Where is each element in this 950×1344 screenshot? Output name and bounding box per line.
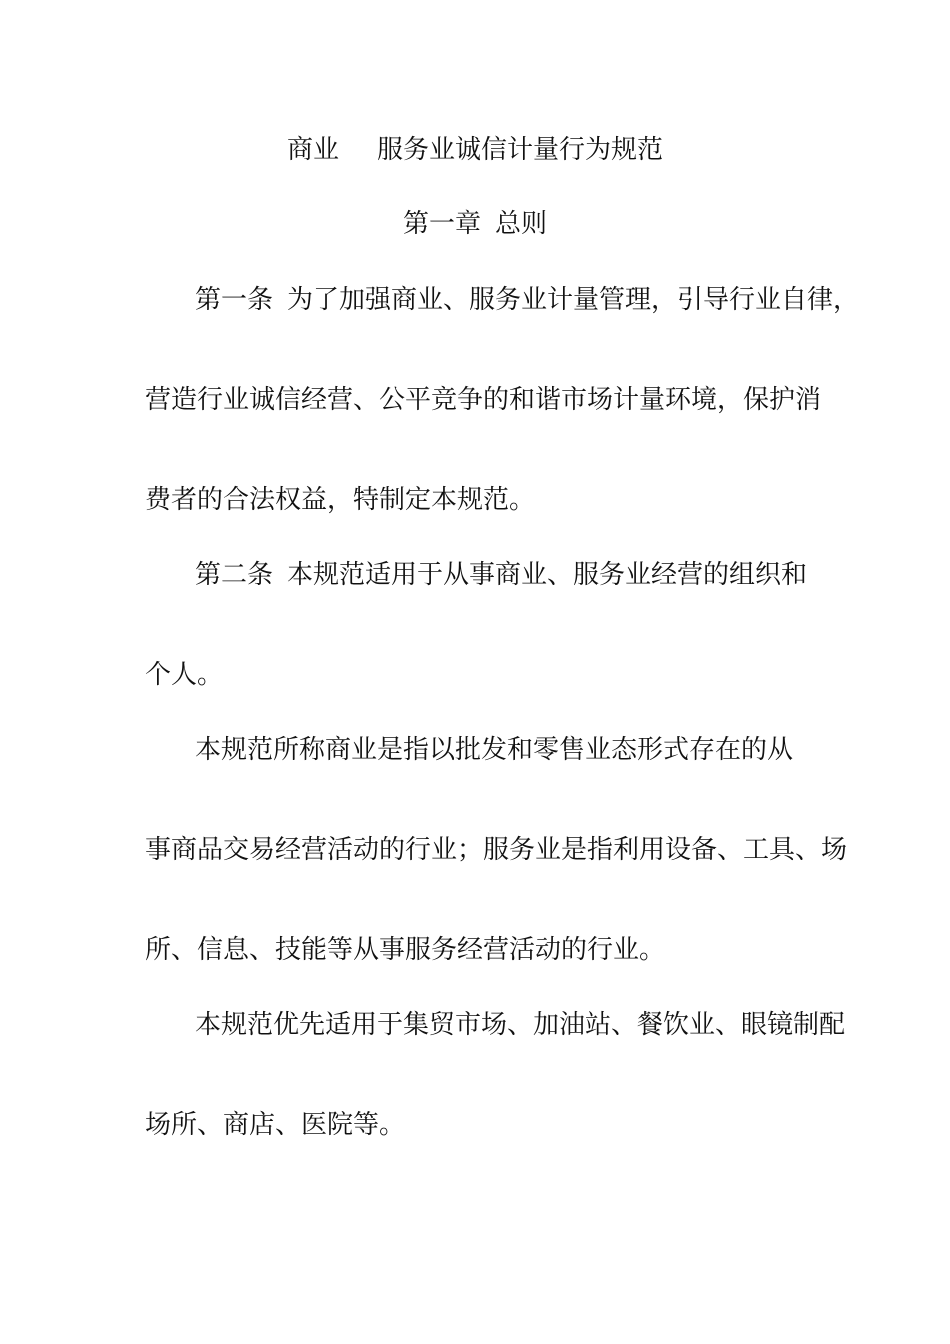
document-title: [0, 133, 950, 167]
chapter-label: 第一章: [402, 209, 481, 239]
definition-line-2: 事商品交易经营活动的行业；服务业是指利用设备、工具、场: [145, 835, 848, 865]
article-1-line-2: 营造行业诚信经营、公平竞争的和谐市场计量环境，保护消: [145, 385, 822, 415]
priority-line-1: 本规范优先适用于集贸市场、加油站、餐饮业、眼镜制配: [195, 1010, 846, 1040]
article-1-line-3: 费者的合法权益，特制定本规范。: [145, 485, 536, 515]
definition-line-1: 本规范所称商业是指以批发和零售业态形式存在的从: [195, 735, 794, 765]
priority-line-2: 场所、商店、医院等。: [145, 1110, 406, 1140]
chapter-name: 总则: [495, 209, 548, 239]
title-part-1: 商业: [286, 135, 339, 165]
article-1-label: 第一条: [195, 285, 274, 315]
chapter-heading: [0, 207, 950, 241]
article-2-line-2: 个人。: [145, 660, 224, 690]
title-part-2: 服务业诚信计量行为规范: [377, 135, 664, 165]
article-2-line-1: [0, 558, 950, 592]
article-1-line-1: [0, 283, 950, 317]
definition-line-3: 所、信息、技能等从事服务经营活动的行业。: [145, 935, 666, 965]
article-1-text-1: 为了加强商业、服务业计量管理，引导行业自律，: [287, 285, 860, 315]
article-2-text-1: 本规范适用于从事商业、服务业经营的组织和: [287, 560, 808, 590]
article-2-label: 第二条: [195, 560, 274, 590]
